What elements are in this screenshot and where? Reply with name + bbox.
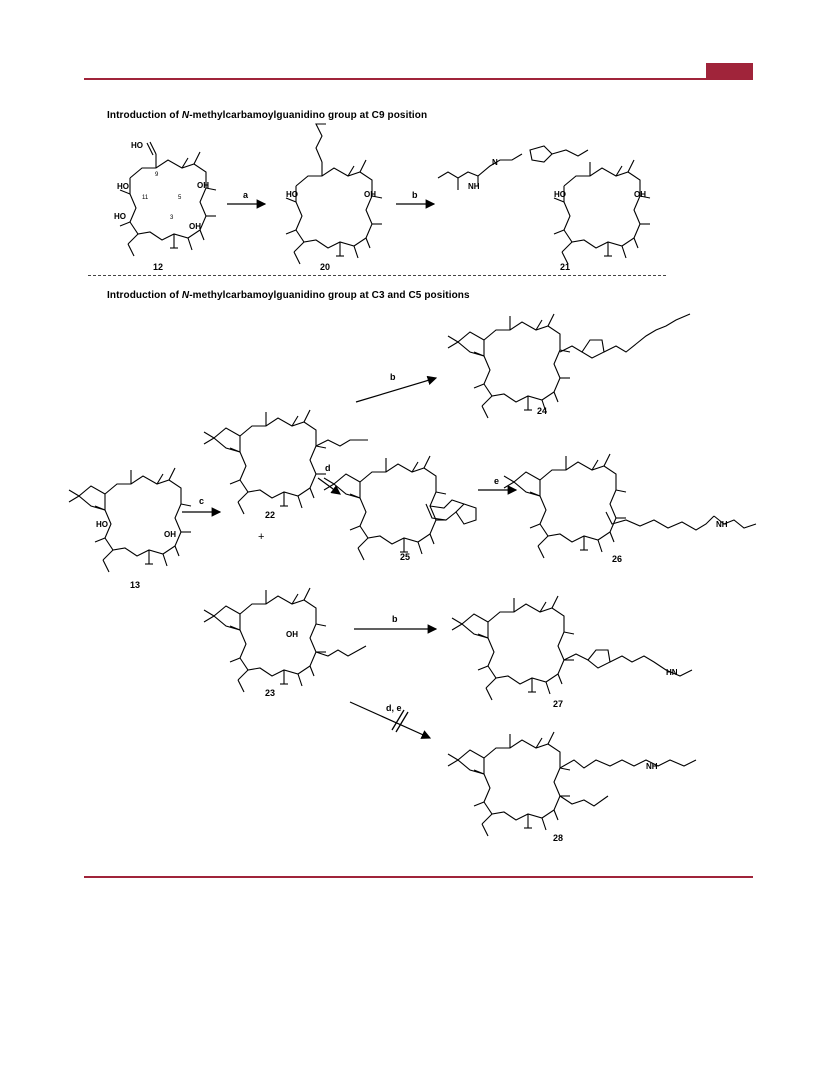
- atom-label-oh-12: OH: [197, 181, 209, 190]
- compound-label-24: 24: [537, 406, 548, 416]
- section-title-c3-c5: Introduction of N-methylcarbamoylguanidino group at C3 and C5 positions: [107, 290, 470, 301]
- compound-23-structure: [204, 588, 366, 692]
- atom-label-nh-21: NH: [468, 182, 480, 191]
- compound-label-28: 28: [553, 833, 564, 843]
- compound-label-25: 25: [400, 552, 411, 562]
- section-title-c9: Introduction of N-methylcarbamoylguanidino group at C9 position: [107, 110, 428, 121]
- reagent-label-b-27: b: [392, 614, 398, 624]
- reagent-label-a: a: [243, 190, 249, 200]
- atom-label-oh-12b: OH: [189, 222, 201, 231]
- compound-label-21: 21: [560, 262, 571, 272]
- atom-label-nh-28: NH: [646, 762, 658, 771]
- position-5-12: 5: [178, 195, 182, 201]
- atom-label-ho-13: HO: [96, 520, 108, 529]
- reagent-label-d: d: [325, 463, 331, 473]
- compound-21-sidechain: [438, 146, 588, 190]
- reagent-label-c: c: [199, 496, 205, 506]
- compound-label-22: 22: [265, 510, 276, 520]
- atom-label-ho-21: HO: [554, 190, 566, 199]
- position-9-12: 9: [155, 172, 159, 178]
- atom-label-oh-23: OH: [286, 630, 298, 639]
- compound-label-23: 23: [265, 688, 276, 698]
- blocked-cross-2: [396, 712, 408, 732]
- compound-24-structure: [448, 314, 570, 418]
- atom-label-ho-20: HO: [286, 190, 298, 199]
- position-11-12: 11: [142, 195, 149, 201]
- compound-label-20: 20: [320, 262, 331, 272]
- atom-label-n-21: N: [492, 158, 498, 167]
- atom-label-oh-13: OH: [164, 530, 176, 539]
- atom-label-oh-21: OH: [634, 190, 646, 199]
- compound-27-structure: [452, 596, 574, 700]
- compound-22-structure: [204, 410, 368, 514]
- compound-26-sidechain: [606, 512, 756, 530]
- atom-label-ho-12b: HO: [114, 212, 126, 221]
- compound-label-13: 13: [130, 580, 141, 590]
- compound-25-structure: [324, 456, 464, 560]
- plus-sign: +: [258, 531, 265, 543]
- reagent-label-de: d, e: [386, 703, 402, 713]
- compound-28-structure: [448, 732, 570, 836]
- compound-24-sidechain: [560, 314, 690, 358]
- compound-label-27: 27: [553, 699, 564, 709]
- compound-13-structure: [69, 468, 191, 572]
- position-3-12: 3: [170, 215, 174, 221]
- arrow-b-to-24: [356, 378, 436, 402]
- atom-label-hn-27: HN: [666, 668, 678, 677]
- compound-26-structure: [504, 454, 626, 558]
- reagent-label-e: e: [494, 476, 500, 486]
- blocked-cross-1: [392, 710, 404, 730]
- atom-label-oh-20: OH: [364, 190, 376, 199]
- compound-12-structure: [120, 142, 216, 256]
- compound-28-sidechain: [560, 760, 696, 806]
- atom-label-ho-12: HO: [117, 182, 129, 191]
- atom-label-hon-12: HO: [131, 141, 143, 150]
- reagent-label-b-24: b: [390, 372, 396, 382]
- atom-label-nh-26: NH: [716, 520, 728, 529]
- compound-21-structure: [554, 160, 650, 264]
- reagent-label-b-c9: b: [412, 190, 418, 200]
- compound-label-26: 26: [612, 554, 623, 564]
- compound-label-12: 12: [153, 262, 164, 272]
